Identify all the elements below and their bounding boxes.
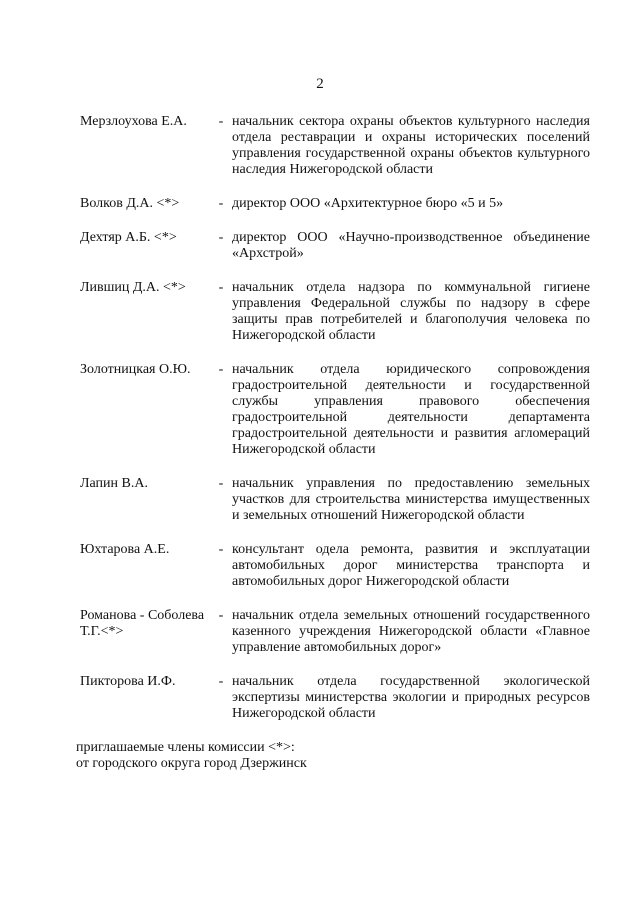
member-position: директор ООО «Научно-производственное объединение «Архстрой» (232, 230, 590, 261)
member-name: Дехтяр А.Б. <*> (80, 230, 177, 245)
invited-members-heading: приглашаемые члены комиссии <*>: (76, 740, 295, 755)
member-name: Мерзлоухова Е.А. (80, 114, 187, 129)
member-position: начальник управления по предоставлению земельных участков для строительства министерства имущественных и земельных отношений Нижегородской области (232, 476, 590, 523)
member-dash: - (218, 196, 224, 211)
member-name: Пикторова И.Ф. (80, 674, 176, 689)
member-dash: - (218, 542, 224, 557)
member-dash: - (218, 362, 224, 377)
member-name: Юхтарова А.Е. (80, 542, 170, 557)
member-row (80, 114, 590, 178)
member-row (80, 362, 590, 458)
member-name: Волков Д.А. <*> (80, 196, 180, 211)
member-dash: - (218, 280, 224, 295)
member-name: Романова - Соболева Т.Г.<*> (80, 608, 205, 639)
member-position: начальник отдела надзора по коммунальной гигиене управления Федеральной службы по надзору в сфере защиты прав потребителей и благополучия человека по Нижегородской области (232, 280, 590, 343)
member-position: начальник сектора охраны объектов культурного наследия отдела реставрации и охраны исторических поселений управления государственной охраны объектов культурного наследия Нижегородской области (232, 114, 590, 177)
page-number: 2 (316, 76, 324, 92)
member-position: начальник отдела юридического сопровождения градостроительной деятельности и государственной службы управления правового обеспечения градостроительной деятельности департамента градостроительной деятельности и развития агломераций Нижегородской области (232, 362, 590, 457)
member-row (80, 230, 590, 262)
members-list (80, 114, 590, 740)
member-position: директор ООО «Архитектурное бюро «5 и 5» (232, 196, 504, 211)
member-name: Золотницкая О.Ю. (80, 362, 191, 377)
member-position: консультант одела ремонта, развития и эксплуатации автомобильных дорог министерства транспорта и автомобильных дорог Нижегородской области (232, 542, 590, 589)
member-dash: - (218, 674, 224, 689)
invited-members-section (76, 740, 596, 772)
member-row (80, 476, 590, 524)
member-row (80, 674, 590, 722)
member-name: Лапин В.А. (80, 476, 148, 491)
member-dash: - (218, 476, 224, 491)
member-position: начальник отдела государственной экологической экспертизы министерства экологии и природных ресурсов Нижегородской области (232, 674, 590, 721)
member-position: начальник отдела земельных отношений государственного казенного учреждения Нижегородской области «Главное управление автомобильных дорог» (232, 608, 590, 655)
member-name: Лившиц Д.А. <*> (80, 280, 186, 295)
member-row (80, 196, 590, 212)
member-dash: - (218, 608, 224, 623)
member-row (80, 542, 590, 590)
member-dash: - (218, 230, 224, 245)
invited-members-subheading: от городского округа город Дзержинск (76, 756, 307, 771)
member-row (80, 280, 590, 344)
member-row (80, 608, 590, 656)
member-dash: - (218, 114, 224, 129)
